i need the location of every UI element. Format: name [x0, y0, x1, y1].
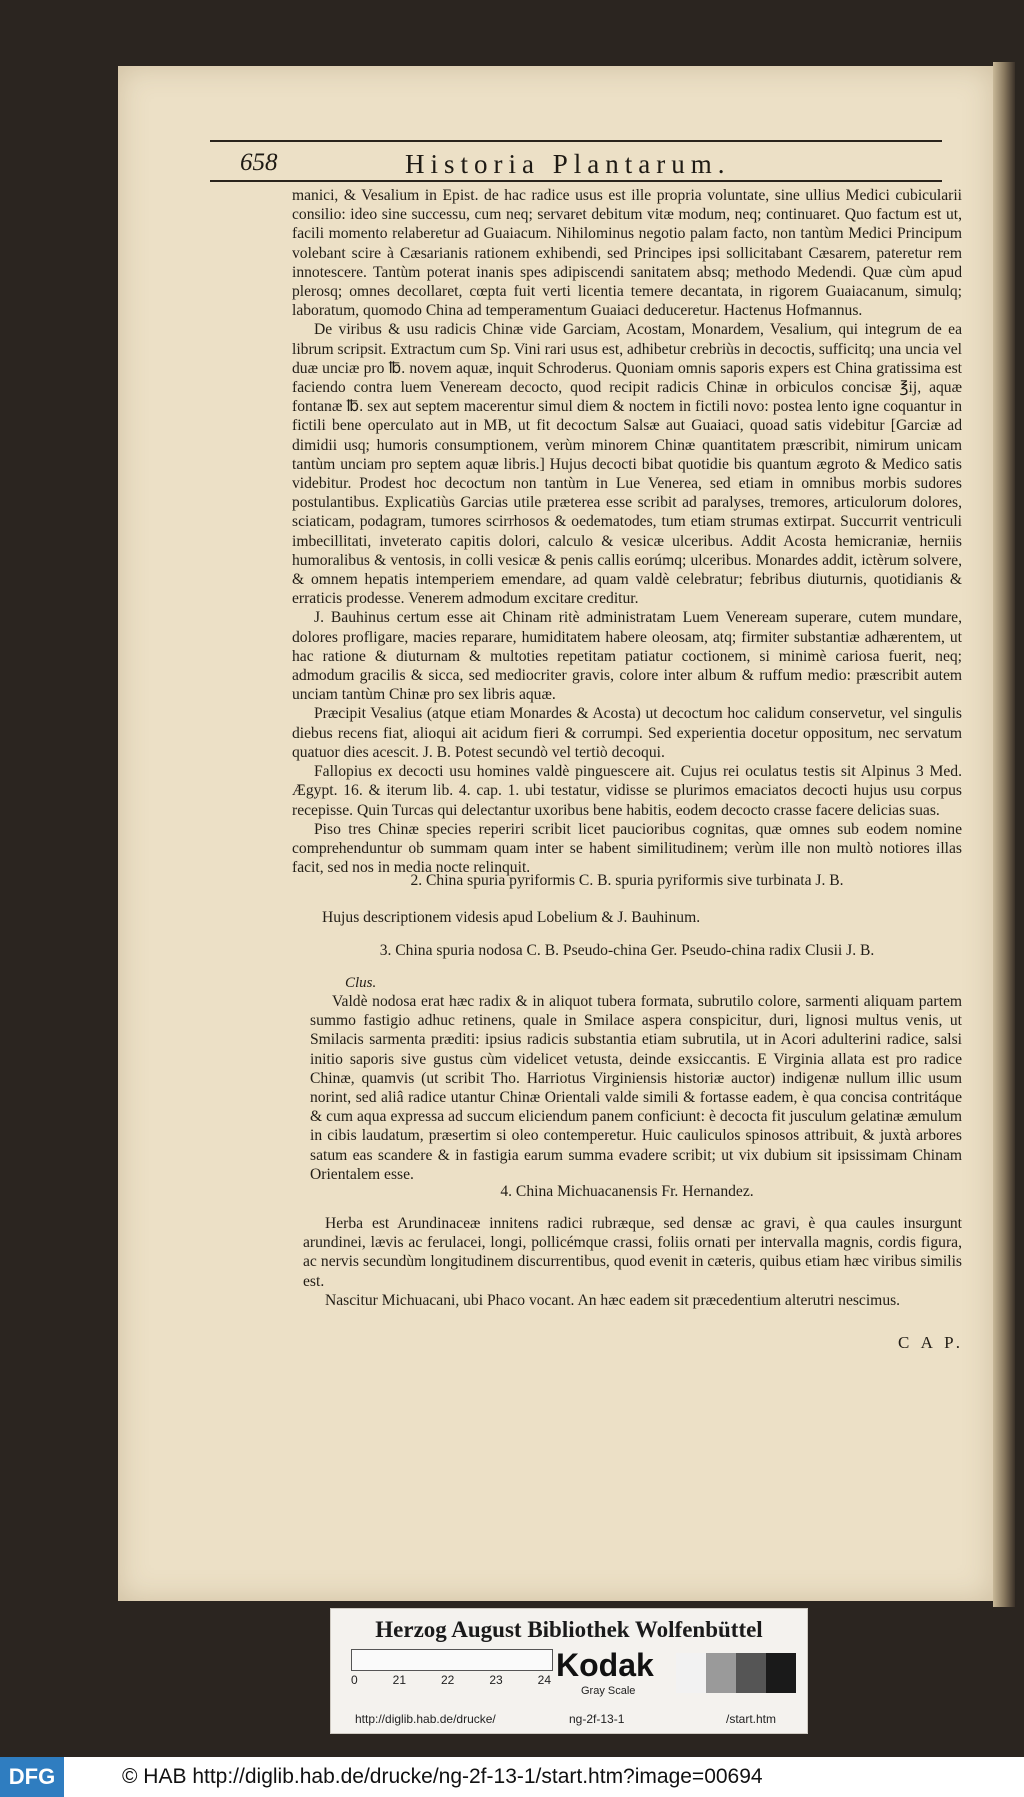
- species-3-text: [310, 992, 962, 1184]
- ruler-number: 22: [440, 1673, 455, 1687]
- paragraph: De viribus & usu radicis Chinæ vide Garciam, Acostam, Monardem, Vesalium, qui integrum de ea librum scripsit. Extractum cum Sp. Vini rari usus est, adhibetur crebriùs in decoctis, sufficitq; una uncia vel duæ unciæ pro ℔. novem aquæ, inquit Schroderus. Quoniam omnis saporis expers est China gratissima est faciendo contra luem Veneream decocto, quod recipit radicis Chinæ in orbiculos concisæ ℥ij, aquæ fontanæ ℔. sex aut septem macerentur simul diem & noctem in fictili novo: postea lento igne coquantur in fictili bene operculato aut in MB, ut fit decoctum Salsæ aut Guaiaci, quoad satis videbitur [Garciæ ad dimidii usq; humoris consumptionem, verùm minorem Chinæ quantitatem præscribit, nimirum unicam tantùm unciam pro septem aquæ libris.] Hujus decocti bibat quotidie bis quantum ægroto & Medico satis videbitur. Prodest hoc decoctum non tantùm in Lue Venerea, sed etiam in omnibus morbis sudores postulantibus. Explicatiùs Garcias utile præterea esse scribit ad paralyses, tremores, articulorum dolores, sciaticam, podagram, tumores scirrhosos & oedematodes, tum etiam strumas extirpat. Succurrit ventriculi imbecillitati, inveterato capitis dolori, calculo & vesicæ ulceribus. Addit Acosta hemicraniæ, herniis humoralibus & ventosis, in colli vesicæ & penis callis eorúmq; ulceribus. Monardes addit, ictèrum solvere, & omnem hepatis intemperiem emendare, ad quam valdè celebratur; febribus diuturnis, quotidianis & erraticis prodesse. Venerem admodum excitare creditur.: [292, 321, 962, 608]
- paragraph: manici, & Vesalium in Epist. de hac radice usus est ille propria voluntate, sine ullius Medici cubicularii consilio: ideo sine successu, cum neq; servaret debitum vitæ modum, neq; continuaret. Quo factum est ut, facili momento relaberetur ad Guaiacum. Nihilominus negotio palam facto, non tantùm Medici Principum volebant scire à Cæsarianis rationem exhibendi, sed Principes ipsi sollicitabant Cæsarem, pateretur rem innotescere. Tantùm poterat inanis spes adipiscendi sanitatem absq; methodo Medendi. Quæ cùm apud plerosq; omnes decollaret, cœpta fuit verti licentia temere decantata, in rigorem Guaiacanum, simulq; laboratum, quomodo China ad temperamentum Guaiaci deduceretur. Hactenus Hofmannus.: [292, 187, 962, 320]
- running-title: Historia Plantarum.: [405, 149, 731, 179]
- ruler-number: 21: [392, 1673, 407, 1687]
- header-rule-top: [210, 140, 942, 142]
- url-part: /start.htm: [726, 1712, 777, 1726]
- header-rule-bottom: [210, 180, 942, 182]
- ruler-bar: [351, 1649, 553, 1671]
- catchword: C A P.: [897, 1333, 964, 1352]
- species-4-heading: 4. China Michuacanensis Fr. Hernandez.: [500, 1183, 754, 1200]
- species-4-text: [303, 1214, 962, 1310]
- paragraph: J. Bauhinus certum esse ait Chinam ritè administratam Luem Veneream superare, cutem mundare, dolores profligare, macies reparare, humiditatem habere oleosam, atq; firmiter substantiæ adhærentem, ut hac ratione & diuturnam & multoties repetitam patiatur coctionem, si minimè cariosa fuerit, neq; admodum gracilis & sicca, sed mediocriter gravis, colore inter album & ruffum medio: præscribit autem unciam tantùm Chinæ pro sex libris aquæ.: [292, 609, 962, 704]
- ruler-number: 24: [537, 1673, 551, 1687]
- ruler-numbers: [351, 1673, 551, 1687]
- paragraph: Præcipit Vesalius (atque etiam Monardes & Acosta) ut decoctum hoc calidum conservetur, vel singulis diebus recens fiat, alioqui ait acidum fieri & corrumpi. Sed experientia docetur oppositum, nec servatum quatuor dies acescit. J. B. Potest secundò vel tertiò decoqui.: [292, 705, 962, 761]
- kodak-logo: Kodak: [556, 1647, 654, 1683]
- clusius-note: Clus.: [345, 975, 377, 991]
- scale-ruler: [351, 1649, 551, 1691]
- paragraph: Herba est Arundinaceæ innitens radici rubræque, sed densæ ac gravi, è qua caules insurgunt arundinei, lævis ac ferulacei, longi, pollicémque crassi, foliis ornati per intervalla magnis, cordis figura, ac nervis secundùm longitudinem discurrentibus, quod evenit in cæteris, quibus etiam hæc viribus similis est.: [303, 1215, 962, 1290]
- species-3-heading: 3. China spuria nodosa C. B. Pseudo-china Ger. Pseudo-china radix Clusii J. B.: [379, 942, 875, 959]
- copyright-link[interactable]: © HAB http://diglib.hab.de/drucke/ng-2f-13-1/start.htm?image=00694: [122, 1765, 763, 1788]
- page-header: [240, 147, 1010, 179]
- paragraph: Hujus descriptionem videsis apud Lobelium & J. Bauhinum.: [322, 909, 701, 926]
- main-text: [292, 186, 962, 877]
- color-target-card: [330, 1608, 808, 1734]
- page-edge: [993, 62, 1015, 1607]
- paragraph: Valdè nodosa erat hæc radix & in aliquot tubera formata, subrutilo colore, sarmenti aliquam partem summo fastigio adhuc retinens, quale in Smilace aspera conspicitur, duri, lignosi multus venis, ut Smilacis sarmenta præditi: ipsius radicis substantia etiam subrutila, ut in Acori adulterini radice, salsi initio saporis sive gustus cùm videlicet vetusta, deinde exsiccantis. E Virginia allata est pro radice Chinæ, quamvis (ut scribit Tho. Harriotus Virginiensis historiæ auctor) indigenæ nullum illic usum norint, sed aliâ radice utantur Chinæ Orientali valde simili & fortasse eadem, è qua concisa contritáque & cum aqua expressa ad succum eliciendum panem conficiunt: è decocta fit jusculum gelatinæ æmulum in cibis laudatum, præsertim si oleo contemperetur. Huic cauliculos spinosos attribuit, & juxtà arbores satum eas scandere & in fastigia earum summa evadere scribit; ut vix dubium sit ipsissimam Chinam Orientalem esse.: [310, 993, 962, 1183]
- ruler-number: 23: [489, 1673, 503, 1687]
- gray-scale-patches: [676, 1653, 796, 1693]
- library-name: Herzog August Bibliothek Wolfenbüttel: [375, 1617, 763, 1642]
- gray-scale-label: Gray Scale: [581, 1685, 636, 1697]
- paragraph: Piso tres Chinæ species reperiri scribit licet paucioribus cognitas, quæ omnes sub eodem nomine comprehenduntur ob summam quam inter se habent similitudinem; verùm ille non multò notiores illas facit, sed nos in media nocte relinquit.: [292, 820, 962, 877]
- ruler-number: 0: [351, 1673, 358, 1687]
- url-part: ng-2f-13-1: [569, 1712, 625, 1726]
- dfg-logo: DFG: [0, 1757, 64, 1797]
- footer-bar: [0, 1757, 1024, 1797]
- card-url: [331, 1707, 807, 1731]
- page-number: 658: [240, 149, 278, 176]
- paragraph: Fallopius ex decocti usu homines valdè pinguescere ait. Cujus rei oculatus testis sit Alpinus 3 Med. Ægypt. 16. & iterum lib. 4. cap. 1. ubi testatur, vidisse se plurimos emaciatos decocti hujus usu corpus recepisse. Quin Turcas qui delectantur uxoribus bene habitis, eodem decocto crasse facere delicias suas.: [292, 763, 962, 819]
- url-part: http://diglib.hab.de/drucke/: [355, 1712, 496, 1726]
- species-2-heading: 2. China spuria pyriformis C. B. spuria pyriformis sive turbinata J. B.: [410, 872, 844, 889]
- paragraph: Nascitur Michuacani, ubi Phaco vocant. An hæc eadem sit præcedentium alterutri nescimus.: [325, 1291, 901, 1309]
- species-2-text: [322, 908, 962, 927]
